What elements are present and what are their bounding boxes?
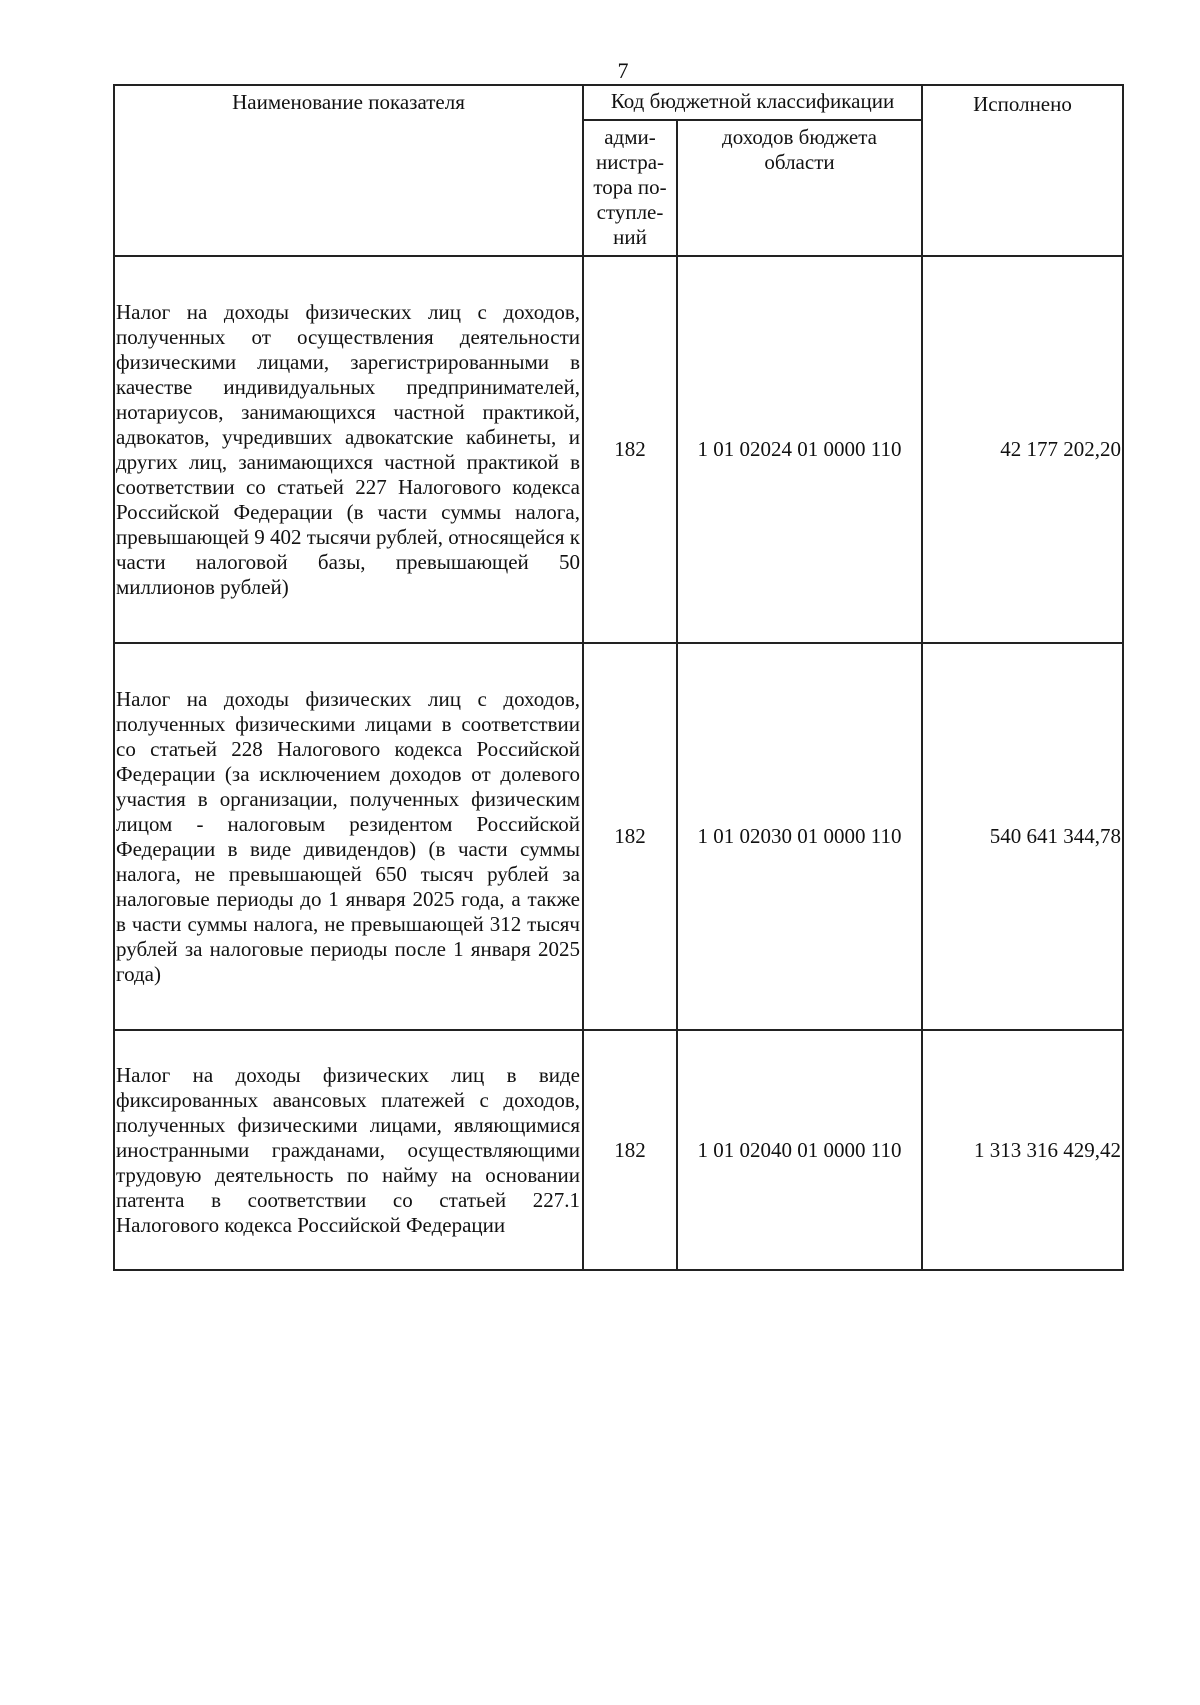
budget-revenue-table [113,84,1124,1271]
budget-classification-code: 1 01 02024 01 0000 110 [677,256,922,643]
header-admin-line: ний [613,225,647,249]
executed-amount: 1 313 316 429,42 [922,1030,1123,1270]
budget-classification-code: 1 01 02030 01 0000 110 [677,643,922,1030]
header-administrator [583,120,677,256]
table-row [114,643,1123,1030]
table-row [114,1030,1123,1270]
header-admin-line: тора по- [593,175,667,199]
administrator-code: 182 [583,256,677,643]
administrator-code: 182 [583,1030,677,1270]
header-admin-line: адми- [604,125,656,149]
header-indicator-name: Наименование показателя [114,85,583,256]
indicator-description: Налог на доходы физических лиц с доходов, полученных физическими лицами в соответствии со статьей 228 Налогового кодекса Российской Федерации (за исключением доходов от долевого участия в организации, полученных физическим лицом - налоговым резидентом Российской Федерации в виде дивидендов) (в части суммы налога, не превышающей 650 тысяч рублей за налоговые периоды до 1 января 2025 года, а также в части суммы налога, не превышающей 312 тысяч рублей за налоговые периоды после 1 января 2025 года) [114,643,583,1030]
table-row [114,256,1123,643]
header-regional-income [677,120,922,256]
executed-amount: 42 177 202,20 [922,256,1123,643]
header-income-line: доходов бюджета [722,125,877,149]
indicator-description: Налог на доходы физических лиц в виде фиксированных авансовых платежей с доходов, полученных физическими лицами, являющимися иностранными гражданами, осуществляющими трудовую деятельность по найму на основании патента в соответствии со статьей 227.1 Налогового кодекса Российской Федерации [114,1030,583,1270]
header-budget-code: Код бюджетной классификации [583,85,922,120]
administrator-code: 182 [583,643,677,1030]
indicator-description: Налог на доходы физических лиц с доходов, полученных от осуществления деятельности физическими лицами, зарегистрированными в качестве индивидуальных предпринимателей, нотариусов, занимающихся частной практикой, адвокатов, учредивших адвокатские кабинеты, и других лиц, занимающихся частной практикой в соответствии со статьей 227 Налогового кодекса Российской Федерации (в части суммы налога, превышающей 9 402 тысячи рублей, относящейся к части налоговой базы, превышающей 50 миллионов рублей) [114,256,583,643]
executed-amount: 540 641 344,78 [922,643,1123,1030]
page-number: 7 [617,58,629,83]
header-admin-line: нистра- [595,150,665,174]
header-admin-line: ступле- [596,200,664,224]
budget-classification-code: 1 01 02040 01 0000 110 [677,1030,922,1270]
header-executed: Исполнено [922,85,1123,256]
header-income-line: области [764,150,835,174]
